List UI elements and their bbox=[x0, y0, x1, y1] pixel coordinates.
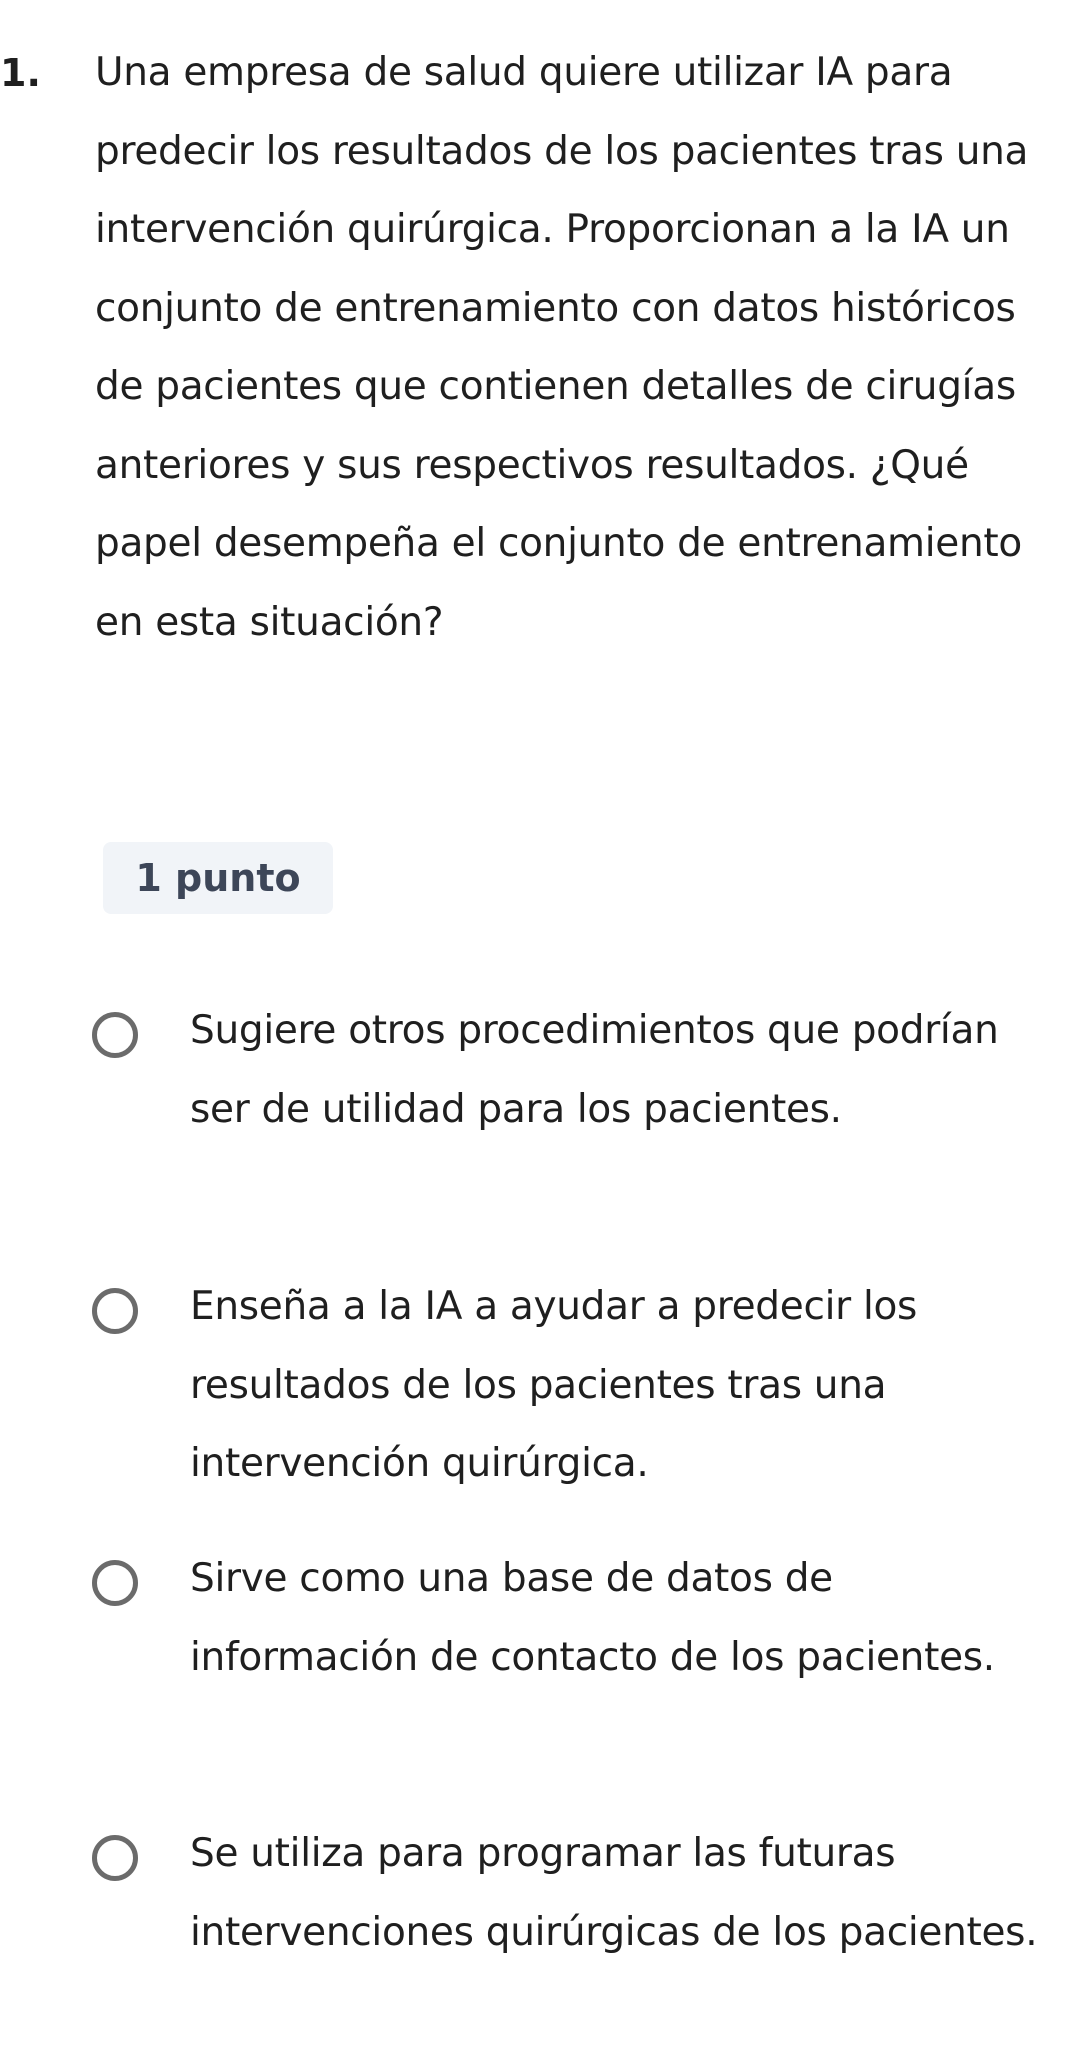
radio-button-icon[interactable] bbox=[92, 1835, 138, 1881]
radio-button-icon[interactable] bbox=[92, 1288, 138, 1334]
radio-button-icon[interactable] bbox=[92, 1560, 138, 1606]
question-number: 1. bbox=[0, 51, 41, 95]
answer-option-label[interactable]: Se utiliza para programar las futuras intervenciones quirúrgicas de los pacientes. bbox=[190, 1831, 1038, 1955]
question-text: Una empresa de salud quiere utilizar IA para predecir los resultados de los pacientes tras una intervención quirúrgica. Proporcionan a la IA un conjunto de entrenamiento con datos históricos de pacientes que contienen detalles de cirugías anteriores y sus respectivos resultados. ¿Qué papel desempeña el conjunto de entrenamiento en esta situación? bbox=[95, 50, 1029, 645]
answer-option-label[interactable]: Enseña a la IA a ayudar a predecir los resultados de los pacientes tras una intervención quirúrgica. bbox=[190, 1284, 918, 1486]
answer-option-label[interactable]: Sirve como una base de datos de información de contacto de los pacientes. bbox=[190, 1556, 995, 1680]
points-badge: 1 punto bbox=[103, 842, 333, 914]
radio-button-icon[interactable] bbox=[92, 1012, 138, 1058]
answer-option-label[interactable]: Sugiere otros procedimientos que podrían ser de utilidad para los pacientes. bbox=[190, 1008, 999, 1132]
